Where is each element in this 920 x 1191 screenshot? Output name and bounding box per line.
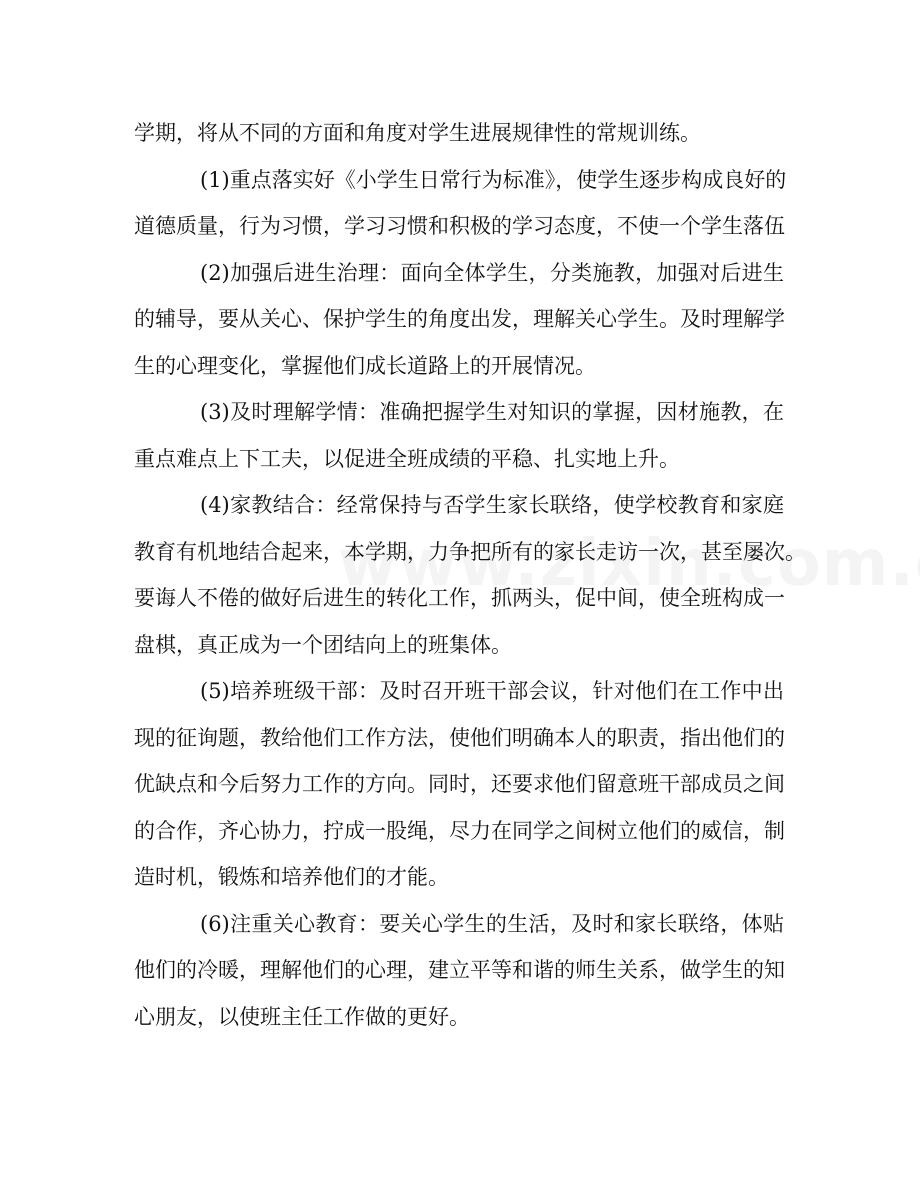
text-line: 心朋友，以使班主任工作做的更好。 [134, 1004, 470, 1029]
text-line: 造时机，锻炼和培养他们的才能。 [134, 865, 449, 889]
text-line: (3)及时理解学情：准确把握学生对知识的掌握，因材施教，在 [200, 400, 784, 424]
text-line: 他们的冷暖，理解他们的心理，建立平等和谐的师生关系，做学生的知 [134, 958, 785, 982]
text-line: 的合作，齐心协力，拧成一股绳，尽力在同学之间树立他们的威信，制 [134, 818, 785, 843]
text-line: 要诲人不倦的做好后进生的转化工作，抓两头，促中间，使全班构成一 [134, 586, 785, 610]
text-line: 优缺点和今后努力工作的方向。同时，还要求他们留意班干部成员之间 [134, 772, 785, 796]
text-line: (5)培养班级干部：及时召开班干部会议，针对他们在工作中出 [200, 679, 784, 703]
text-line: (4)家教结合：经常保持与否学生家长联络，使学校教育和家庭 [200, 493, 784, 517]
text-line: 学期，将从不同的方面和角度对学生进展规律性的常规训练。 [134, 121, 701, 145]
text-line: 的辅导，要从关心、保护学生的角度出发，理解关心学生。及时理解学 [134, 307, 785, 331]
document-body [134, 110, 806, 1040]
text-line: (2)加强后进生治理：面向全体学生，分类施教，加强对后进生 [200, 260, 784, 285]
text-line: 生的心理变化，掌握他们成长道路上的开展情况。 [134, 353, 596, 378]
text-line: 道德质量，行为习惯，学习习惯和积极的学习态度，不使一个学生落伍 [134, 214, 785, 238]
text-line: 重点难点上下工夫，以促进全班成绩的平稳、扎实地上升。 [134, 446, 680, 471]
text-line: 现的征询题，教给他们工作方法，使他们明确本人的职责，指出他们的 [134, 725, 785, 750]
text-line: (6)注重关心教育：要关心学生的生活，及时和家长联络，体贴 [200, 911, 784, 936]
text-line: (1)重点落实好《小学生日常行为标准》，使学生逐步构成良好的 [200, 167, 787, 192]
text-line: 盘棋，真正成为一个团结向上的班集体。 [134, 632, 512, 657]
text-line: 教育有机地结合起来，本学期，力争把所有的家长走访一次，甚至屡次。 [134, 539, 806, 564]
